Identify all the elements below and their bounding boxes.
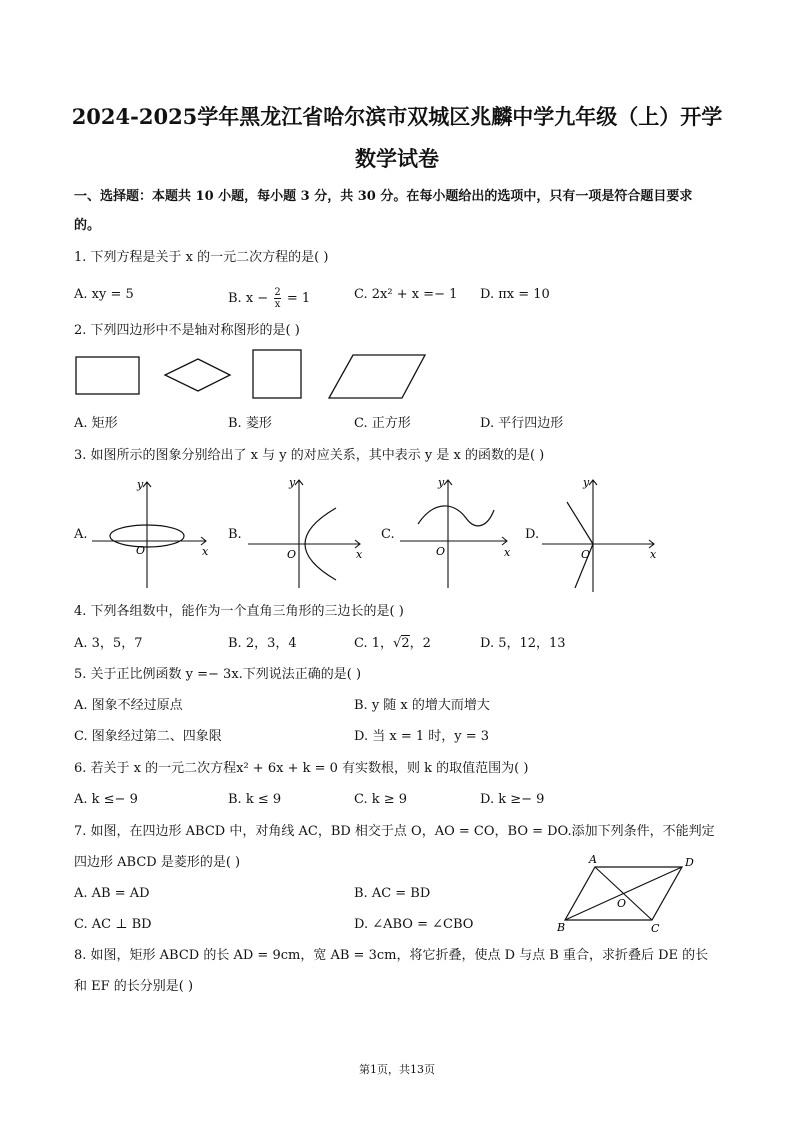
- q7-parallelogram-figure: [555, 850, 705, 935]
- q3-graph-c: [396, 472, 516, 592]
- diagonal-bd: [565, 867, 682, 920]
- origin-label: O: [581, 548, 591, 561]
- x-label: x: [202, 545, 209, 558]
- q7-stem-line1: 7. 如图，在四边形 ABCD 中，对角线 AC，BD 相交于点 O，AO = CO，BO = DO.添加下列条件，不能判定: [74, 824, 715, 839]
- q5-option-c: C. 图象经过第二、四象限: [74, 729, 222, 744]
- q4-option-c-prefix: C. 1，: [354, 636, 394, 651]
- q1-option-b-suffix: = 1: [286, 291, 311, 306]
- x-label: x: [504, 546, 511, 559]
- origin-label: O: [436, 545, 446, 558]
- q6-stem: 6. 若关于 x 的一元二次方程x² + 6x + k = 0 有实数根，则 k 的取值范围为( ): [74, 761, 529, 776]
- q1-fraction-denominator: x: [274, 299, 281, 310]
- q3-option-b: B.: [228, 527, 242, 542]
- sqrt-sign: √: [393, 636, 402, 651]
- wave-curve: [418, 506, 494, 526]
- section-header-line2: 的。: [74, 218, 101, 233]
- page-subtitle: 数学试卷: [355, 146, 439, 171]
- x-label: x: [650, 548, 657, 561]
- q2-option-d: D. 平行四边形: [480, 416, 564, 431]
- q3-option-c: C.: [381, 527, 395, 542]
- q7-option-a: A. AB = AD: [74, 886, 150, 901]
- q4-option-d: D. 5，12，13: [480, 636, 566, 651]
- q1-fraction: [274, 287, 280, 310]
- q4-option-c-suffix: ，2: [409, 636, 431, 651]
- origin-label: O: [287, 548, 297, 561]
- origin-label: O: [136, 544, 146, 557]
- parallelogram-shape: [329, 355, 425, 398]
- q5-option-d: D. 当 x = 1 时，y = 3: [354, 729, 490, 744]
- q1-fraction-numerator: 2: [274, 287, 281, 298]
- y-label: y: [137, 478, 144, 491]
- q2-option-a: A. 矩形: [74, 416, 118, 431]
- q4-option-a: A. 3，5，7: [74, 636, 143, 651]
- q7-option-c: C. AC ⊥ BD: [74, 917, 152, 932]
- vertex-b-label: B: [557, 921, 566, 934]
- q2-shapes-figure: [70, 345, 570, 405]
- q7-option-d: D. ∠ABO = ∠CBO: [354, 917, 474, 932]
- page-title: 2024-2025学年黑龙江省哈尔滨市双城区兆麟中学九年级（上）开学: [71, 104, 723, 129]
- q3-graph-a: [88, 474, 218, 594]
- upper-ray: [567, 502, 593, 544]
- q4-stem: 4. 下列各组数中，能作为一个直角三角形的三边长的是( ): [74, 604, 404, 619]
- q8-stem-line1: 8. 如图，矩形 ABCD 的长 AD = 9cm，宽 AB = 3cm，将它折叠，使点 D 与点 B 重合，求折叠后 DE 的长: [74, 948, 709, 963]
- q2-option-c: C. 正方形: [354, 416, 411, 431]
- q6-option-c: C. k ≥ 9: [354, 792, 408, 807]
- x-label: x: [356, 548, 363, 561]
- q3-graph-d: [538, 472, 663, 597]
- y-label: y: [583, 476, 590, 489]
- q6-option-d: D. k ≥− 9: [480, 792, 545, 807]
- q2-stem: 2. 下列四边形中不是轴对称图形的是( ): [74, 323, 300, 338]
- q1-option-b-prefix: B. x −: [228, 291, 269, 306]
- rectangle-shape: [76, 357, 139, 394]
- vertex-d-label: D: [685, 856, 694, 869]
- q1-stem: 1. 下列方程是关于 x 的一元二次方程的是( ): [74, 250, 329, 265]
- q3-graph-b: [244, 472, 369, 592]
- y-label: y: [438, 476, 445, 489]
- q4-option-c: [354, 636, 431, 652]
- q3-option-a: A.: [74, 527, 88, 542]
- section-header-line1: 一、选择题：本题共 10 小题，每小题 3 分，共 30 分。在每小题给出的选项中，只有一项是符合题目要求: [74, 189, 693, 204]
- q4-option-b: B. 2，3，4: [228, 636, 297, 651]
- q5-option-a: A. 图象不经过原点: [74, 698, 183, 713]
- q5-stem: 5. 关于正比例函数 y =− 3x.下列说法正确的是( ): [74, 667, 362, 682]
- vertex-a-label: A: [589, 853, 597, 866]
- square-shape: [253, 350, 301, 398]
- q5-option-b: B. y 随 x 的增大而增大: [354, 698, 490, 713]
- q4-radicand: 2: [401, 636, 410, 651]
- q3-stem: 3. 如图所示的图象分别给出了 x 与 y 的对应关系，其中表示 y 是 x 的函数的是( ): [74, 448, 545, 463]
- y-label: y: [289, 476, 296, 489]
- vertex-c-label: C: [651, 922, 660, 935]
- q1-option-a: A. xy = 5: [74, 287, 134, 302]
- q3-option-d: D.: [525, 527, 540, 542]
- center-o-label: O: [617, 897, 627, 910]
- q7-stem-line2: 四边形 ABCD 是菱形的是( ): [74, 855, 241, 870]
- page-footer: 第1页，共13页: [359, 1063, 435, 1076]
- q1-option-c: C. 2x² + x =− 1: [354, 287, 458, 302]
- q8-stem-line2: 和 EF 的长分别是( ): [74, 979, 194, 994]
- q2-option-b: B. 菱形: [228, 416, 272, 431]
- q6-option-a: A. k ≤− 9: [74, 792, 138, 807]
- rhombus-shape: [165, 359, 230, 391]
- q1-option-d: D. πx = 10: [480, 287, 550, 302]
- q6-option-b: B. k ≤ 9: [228, 792, 282, 807]
- q1-option-b: [228, 287, 310, 310]
- q7-option-b: B. AC = BD: [354, 886, 431, 901]
